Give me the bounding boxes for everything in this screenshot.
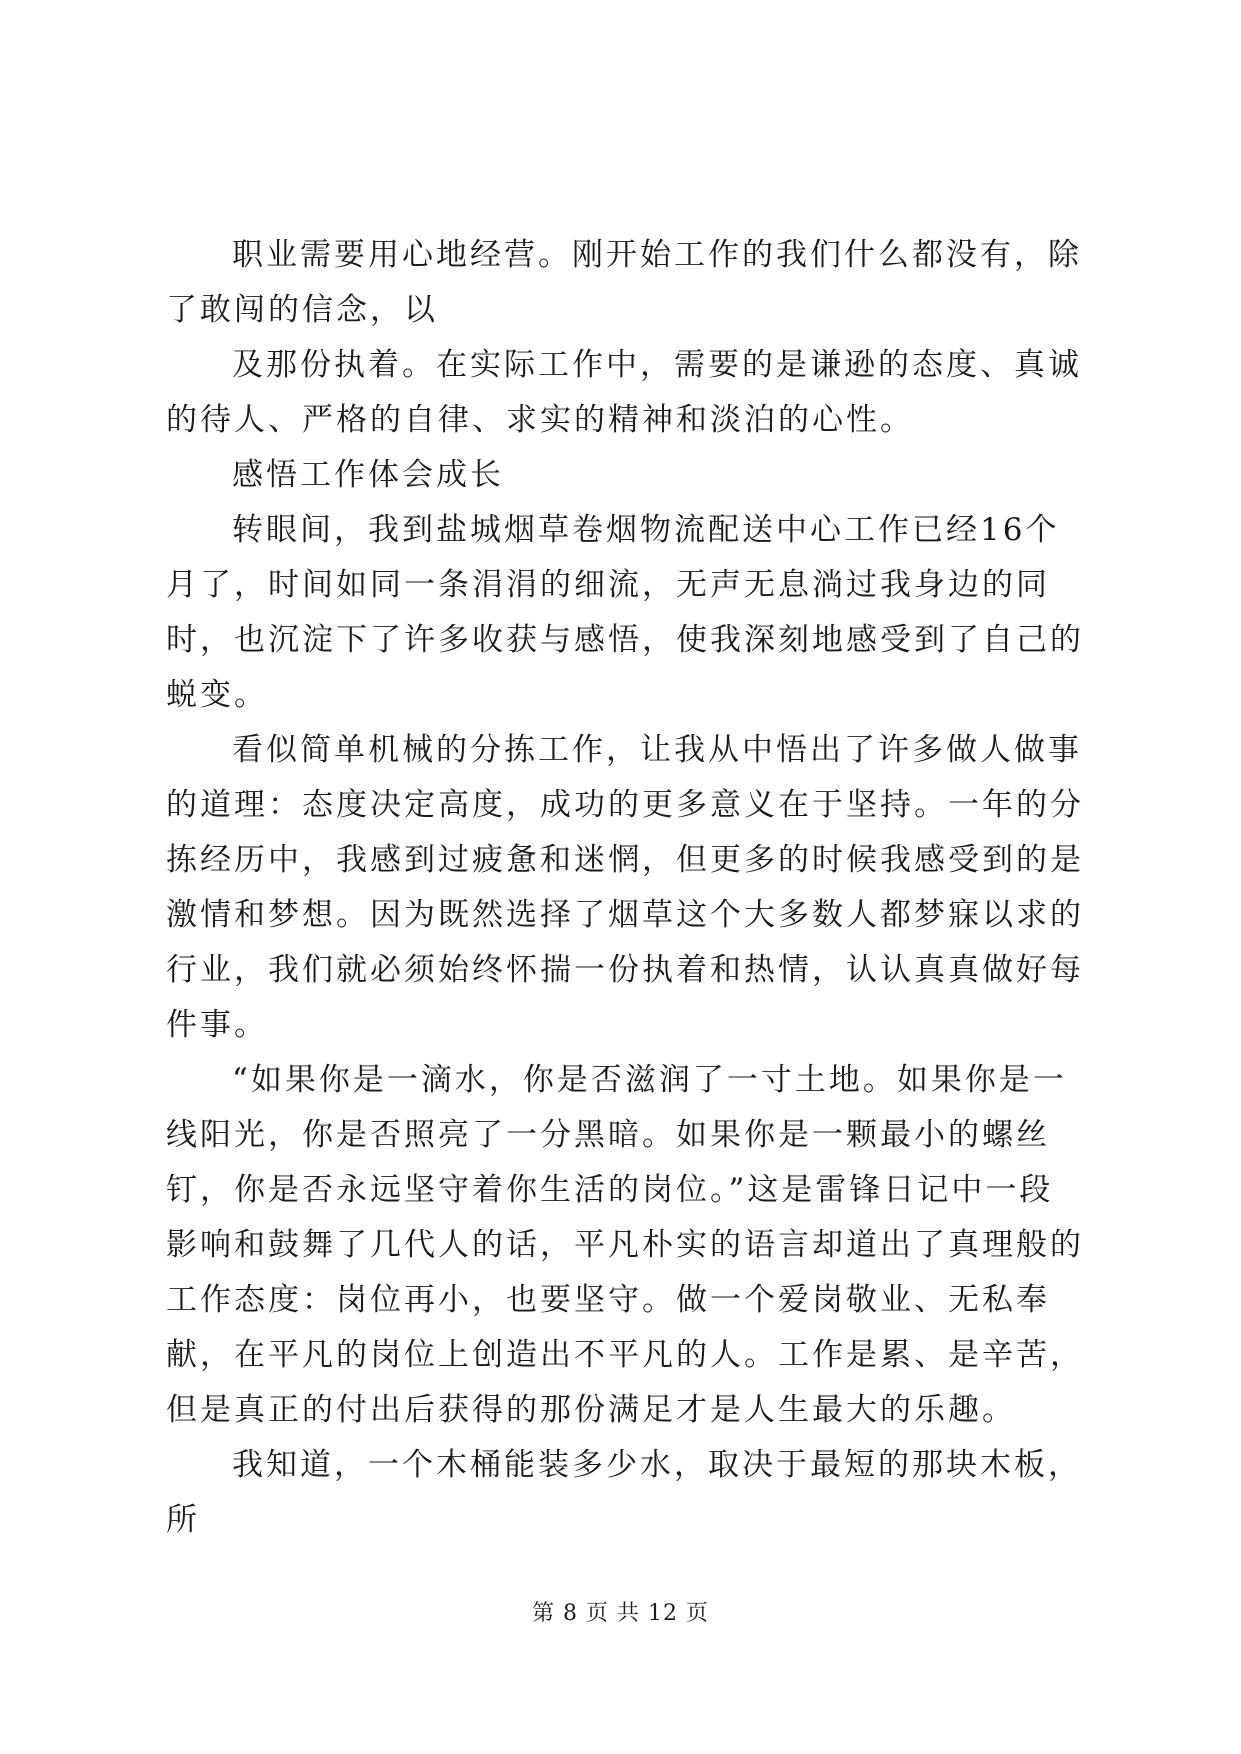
paragraph-4: 看似简单机械的分拣工作，让我从中悟出了许多做人做事的道理：态度决定高度，成功的更多意义在于坚持。一年的分拣经历中，我感到过疲惫和迷惘，但更多的时候我感受到的是激情和梦想。因为既然选择了烟草这个大多数人都梦寐以求的行业，我们就必须始终怀揣一份执着和热情，认认真真做好每件事。	[166, 732, 1084, 1043]
paragraph-5: “如果你是一滴水，你是否滋润了一寸土地。如果你是一线阳光，你是否照亮了一分黑暗。如果你是一颗最小的螺丝钉，你是否永远坚守着你生活的岗位。”这是雷锋日记中一段影响和鼓舞了几代人的话，平凡朴实的语言却道出了真理般的工作态度：岗位再小，也要坚守。做一个爱岗敬业、无私奉献，在平凡的岗位上创造出不平凡的人。工作是累、是辛苦，但是真正的付出后获得的那份满足才是人生最大的乐趣。	[166, 1062, 1084, 1428]
paragraph-6: 我知道，一个木桶能装多少水，取决于最短的那块木板，所	[166, 1447, 1082, 1538]
paragraph-1: 职业需要用心地经营。刚开始工作的我们什么都没有，除了敢闯的信念，以	[166, 237, 1082, 328]
paragraph-2: 及那份执着。在实际工作中，需要的是谦逊的态度、真诚的待人、严格的自律、求实的精神和淡泊的心性。	[166, 347, 1082, 438]
document-body	[166, 228, 1086, 1548]
paragraph-3: 转眼间，我到盐城烟草卷烟物流配送中心工作已经16个月了，时间如同一条涓涓的细流，无声无息淌过我身边的同时，也沉淀下了许多收获与感悟，使我深刻地感受到了自己的蜕变。	[166, 512, 1084, 713]
page-number-footer: 第 8 页 共 12 页	[532, 1601, 709, 1626]
section-heading: 感悟工作体会成长	[232, 457, 504, 493]
